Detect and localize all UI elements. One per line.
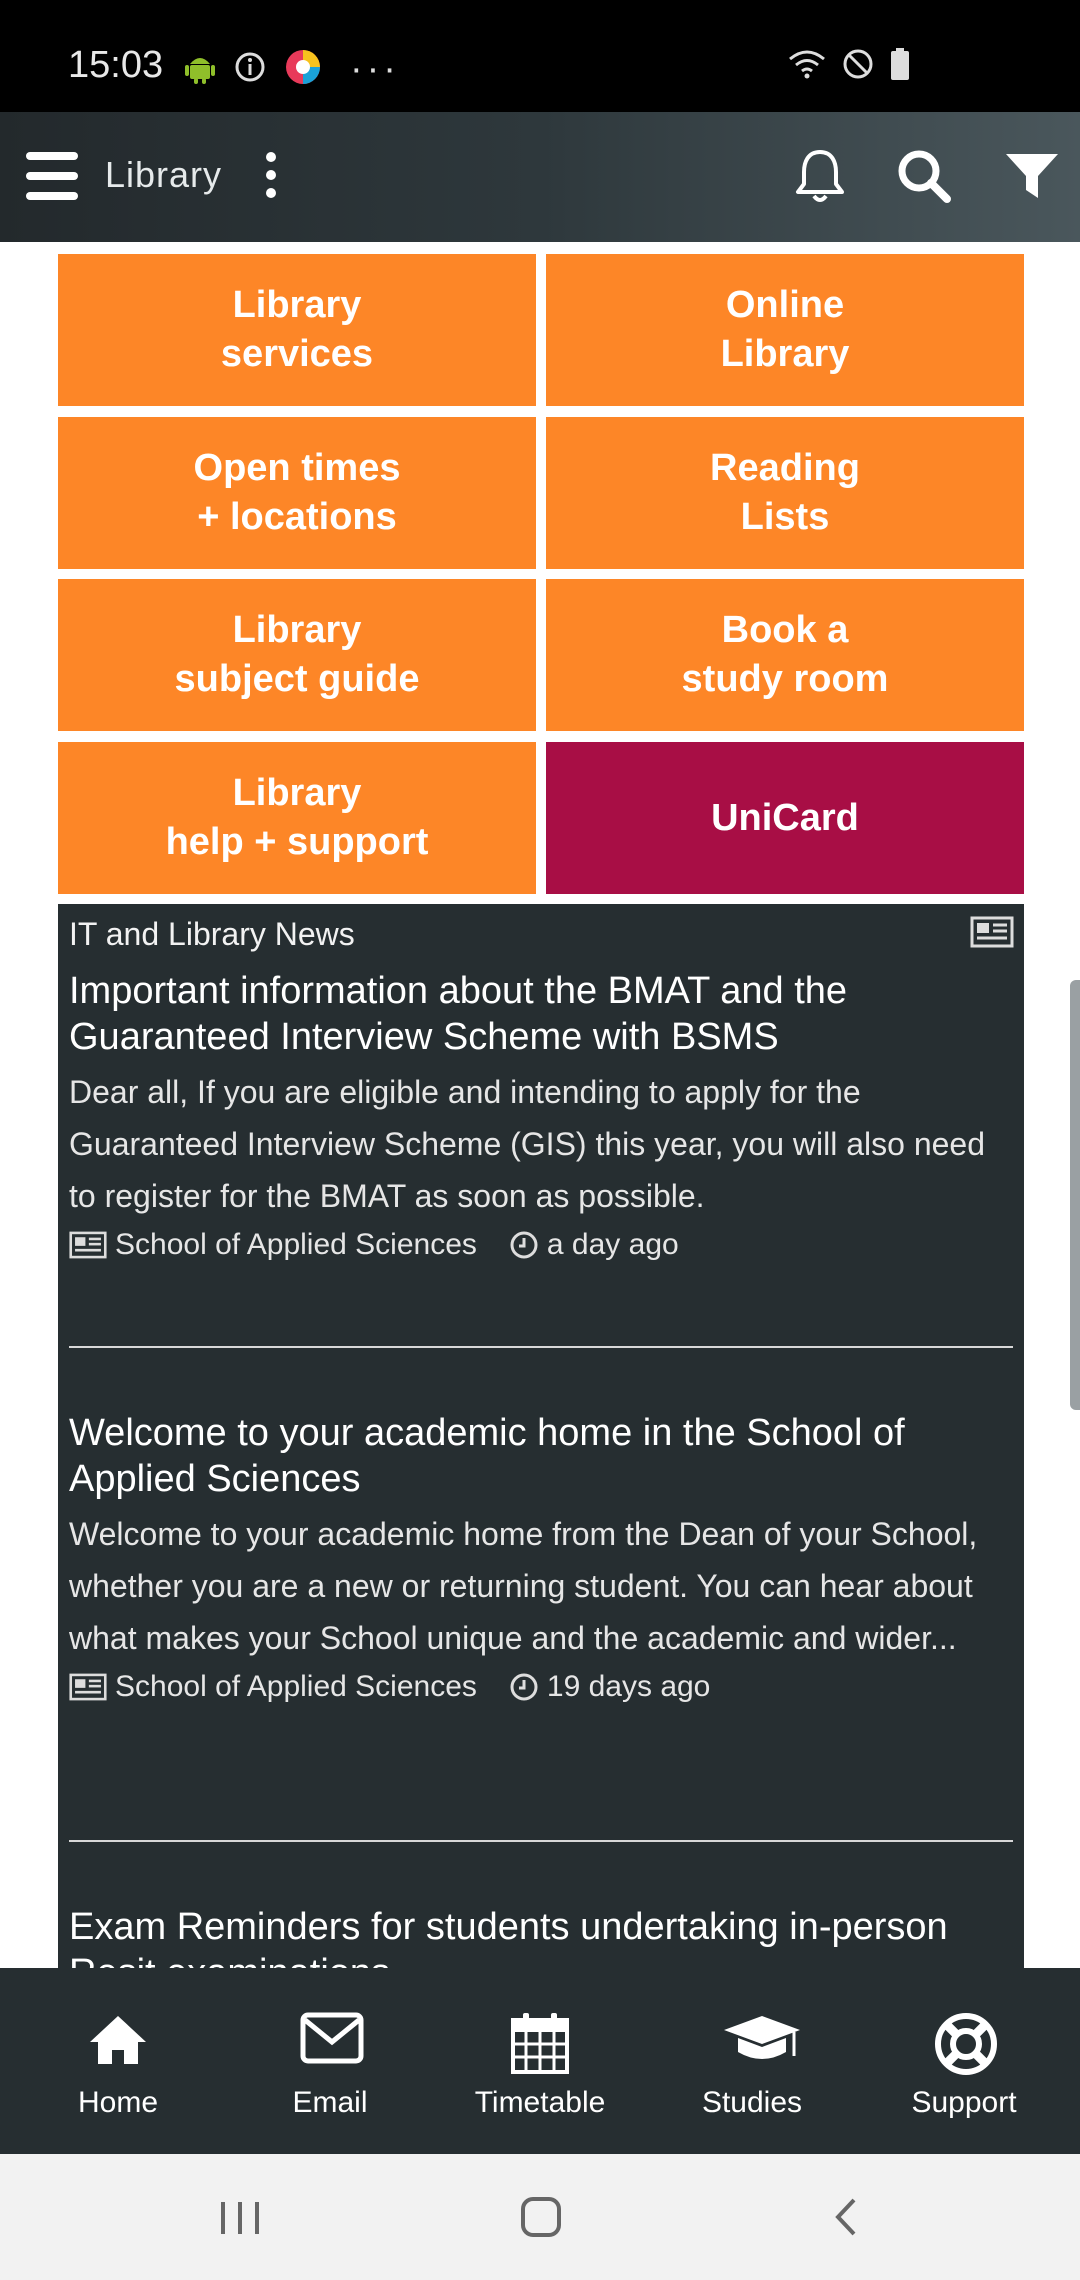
tab-home[interactable] bbox=[10, 1968, 226, 2154]
tab-timetable[interactable] bbox=[432, 1968, 648, 2154]
lifebuoy-icon bbox=[934, 2012, 998, 2076]
tile-open-times-locations[interactable]: Open times + locations bbox=[58, 417, 536, 569]
bottom-tab-bar bbox=[0, 1968, 1080, 2154]
news-panel bbox=[58, 904, 1024, 1968]
status-time: 15:03 bbox=[68, 44, 164, 86]
tab-label: Studies bbox=[701, 2086, 803, 2119]
clock-icon bbox=[509, 1230, 539, 1260]
tab-label: Home bbox=[77, 2086, 159, 2119]
more-notifications-indicator: ··· bbox=[350, 48, 400, 90]
recents-button[interactable] bbox=[205, 2184, 275, 2250]
tab-label: Email bbox=[292, 2086, 368, 2119]
search-icon[interactable] bbox=[894, 146, 954, 206]
article-time: 19 days ago bbox=[546, 1670, 711, 1703]
article-source-group bbox=[69, 1228, 477, 1262]
tile-online-library[interactable]: Online Library bbox=[546, 254, 1024, 406]
bell-icon[interactable] bbox=[790, 146, 850, 206]
tab-studies[interactable] bbox=[644, 1968, 860, 2154]
tile-unicard[interactable]: UniCard bbox=[546, 742, 1024, 894]
do-not-disturb-icon bbox=[842, 48, 874, 85]
tab-label: Support bbox=[911, 2086, 1017, 2119]
newspaper-icon bbox=[69, 1231, 107, 1259]
article-source: School of Applied Sciences bbox=[115, 1228, 477, 1261]
tile-reading-lists[interactable]: Reading Lists bbox=[546, 417, 1024, 569]
tab-email[interactable] bbox=[222, 1968, 438, 2154]
newspaper-icon bbox=[970, 916, 1014, 953]
article-excerpt: Welcome to your academic home from the Dean of your School, whether you are a new or returning student. You can hear about what makes your School unique and the academic and wider... bbox=[69, 1516, 978, 1656]
battery-icon bbox=[890, 48, 910, 85]
app-header bbox=[0, 112, 1080, 242]
clock-icon bbox=[509, 1672, 539, 1702]
article-meta bbox=[69, 1670, 1013, 1704]
app-logo-icon bbox=[284, 48, 322, 91]
divider bbox=[69, 1840, 1013, 1842]
info-icon bbox=[234, 51, 266, 88]
email-icon bbox=[300, 2012, 364, 2064]
more-vertical-icon[interactable] bbox=[266, 152, 278, 206]
article-excerpt: Dear all, If you are eligible and intending to apply for the Guaranteed Interview Scheme (GIS) this year, you will also need to register for the BMAT as soon as possible. bbox=[69, 1074, 985, 1214]
news-article[interactable] bbox=[69, 1410, 1013, 1704]
news-heading: IT and Library News bbox=[69, 916, 355, 952]
status-icons-right bbox=[788, 48, 910, 85]
recents-icon bbox=[205, 2184, 275, 2250]
menu-icon[interactable] bbox=[26, 152, 78, 202]
article-source-group bbox=[69, 1670, 477, 1704]
android-icon bbox=[184, 50, 216, 89]
home-button[interactable] bbox=[506, 2184, 576, 2250]
tile-library-subject-guide[interactable]: Library subject guide bbox=[58, 579, 536, 731]
news-article[interactable] bbox=[69, 968, 1013, 1262]
article-meta bbox=[69, 1228, 1013, 1262]
article-time-group bbox=[509, 1228, 679, 1262]
tab-label: Timetable bbox=[474, 2086, 606, 2119]
page-title: Library bbox=[105, 154, 223, 195]
status-icons-left bbox=[184, 48, 400, 91]
article-title[interactable]: Important information about the BMAT and the Guaranteed Interview Scheme with BSMS bbox=[69, 970, 848, 1058]
tile-library-help-support[interactable]: Library help + support bbox=[58, 742, 536, 894]
home-icon bbox=[88, 2012, 148, 2068]
wifi-icon bbox=[788, 48, 826, 85]
tab-support[interactable] bbox=[856, 1968, 1072, 2154]
tile-book-study-room[interactable]: Book a study room bbox=[546, 579, 1024, 731]
scrollbar[interactable] bbox=[1070, 980, 1080, 1410]
back-icon bbox=[810, 2184, 880, 2250]
home-nav-icon bbox=[506, 2184, 576, 2250]
article-title[interactable]: Exam Reminders for students undertaking in-person bbox=[69, 1906, 948, 1948]
tile-library-services[interactable]: Library services bbox=[58, 254, 536, 406]
graduation-cap-icon bbox=[722, 2012, 802, 2068]
filter-icon[interactable] bbox=[1002, 146, 1062, 206]
article-title[interactable]: Welcome to your academic home in the School of Applied Sciences bbox=[69, 1412, 905, 1500]
back-button[interactable] bbox=[810, 2184, 880, 2250]
article-source: School of Applied Sciences bbox=[115, 1670, 477, 1703]
system-nav-bar bbox=[0, 2154, 1080, 2280]
calendar-icon bbox=[510, 2012, 570, 2074]
article-time-group bbox=[509, 1670, 710, 1704]
status-bar bbox=[0, 0, 1080, 112]
divider bbox=[69, 1346, 1013, 1348]
article-time: a day ago bbox=[546, 1228, 679, 1261]
newspaper-icon bbox=[69, 1673, 107, 1701]
